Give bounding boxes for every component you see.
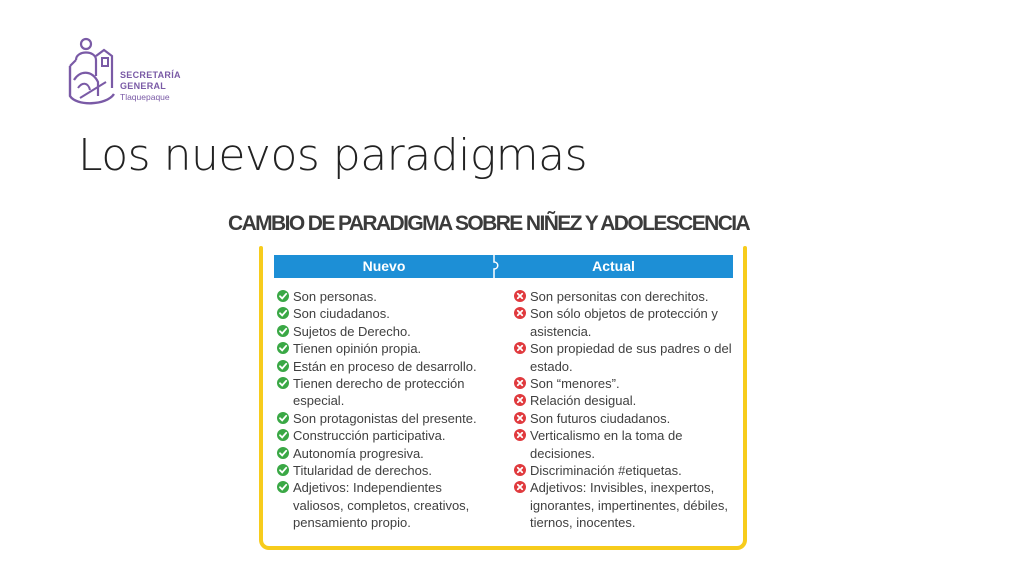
list-item-text: Tienen derecho de protección especial. [293,376,465,409]
list-item-text: Verticalismo en la toma de decisiones. [530,428,683,461]
check-icon [277,307,289,319]
list-item [277,445,487,462]
list-item-text: Discriminación #etiquetas. [530,463,682,479]
list-item [514,375,739,392]
list-item [514,479,739,531]
list-item-text: Son sólo objetos de protección y asistencia. [530,306,718,339]
list-item [277,375,487,410]
list-item-text: Adjetivos: Independientes valiosos, completos, creativos, pensamiento propio. [293,480,470,531]
check-icon [277,360,289,372]
secretaria-general-logo [66,36,206,108]
list-item-text: Relación desigual. [530,393,637,409]
list-item-text: Son “menores”. [530,376,620,392]
cross-icon [514,377,526,389]
list-item-text: Están en proceso de desarrollo. [293,358,477,374]
cross-icon [514,481,526,493]
list-item [514,340,739,375]
list-item-text: Construcción participativa. [293,428,446,444]
logo-line-secretaria: SECRETARÍA [120,70,181,80]
header-nuevo: Nuevo [362,258,406,274]
check-icon [277,290,289,302]
check-icon [277,447,289,459]
slide-title: Los nuevos paradigmas [78,130,588,181]
list-item-text: Son protagonistas del presente. [293,410,477,426]
cross-icon [514,342,526,354]
list-item [514,288,739,305]
list-item-text: Titularidad de derechos. [293,463,432,479]
check-icon [277,429,289,441]
list-item-text: Autonomía progresiva. [293,445,424,461]
list-item [514,392,739,409]
logo-line-tlaquepaque: Tlaquepaque [120,92,170,102]
list-item-text: Tienen opinión propia. [293,341,422,357]
list-item [514,410,739,427]
figure-title: CAMBIO DE PARADIGMA SOBRE NIÑEZ Y ADOLESCENCIA [228,212,750,235]
list-item-text: Adjetivos: Invisibles, inexpertos, ignorantes, impertinentes, débiles, tiernos, inocentes. [530,480,729,531]
logo-line-general: GENERAL [120,81,167,91]
cross-icon [514,429,526,441]
cross-icon [514,290,526,302]
check-icon [277,481,289,493]
list-item [514,305,739,340]
list-item-text: Sujetos de Derecho. [293,323,411,339]
list-item-text: Son propiedad de sus padres o del estado. [530,341,732,374]
list-item [277,288,487,305]
list-item [514,427,739,462]
actual-list [514,288,739,532]
tlaquepaque-emblem-icon [66,36,118,108]
cross-icon [514,307,526,319]
list-item [277,358,487,375]
frame-right-cap [743,246,747,256]
list-item [277,305,487,322]
list-item [277,479,487,531]
nuevo-list [277,288,487,532]
cross-icon [514,394,526,406]
list-item [514,462,739,479]
check-icon [277,464,289,476]
frame-left-cap [259,246,263,256]
cross-icon [514,412,526,424]
list-item [277,462,487,479]
header-actual: Actual [592,258,635,274]
list-item [277,427,487,444]
list-item [277,340,487,357]
check-icon [277,412,289,424]
check-icon [277,325,289,337]
comparison-header [274,255,733,278]
list-item [277,410,487,427]
cross-icon [514,464,526,476]
check-icon [277,377,289,389]
list-item [277,323,487,340]
list-item-text: Son personas. [293,289,377,304]
logo-wordmark [120,70,181,103]
list-item-text: Son futuros ciudadanos. [530,410,671,426]
list-item-text: Son personitas con derechitos. [530,289,709,304]
list-item-text: Son ciudadanos. [293,306,390,322]
check-icon [277,342,289,354]
